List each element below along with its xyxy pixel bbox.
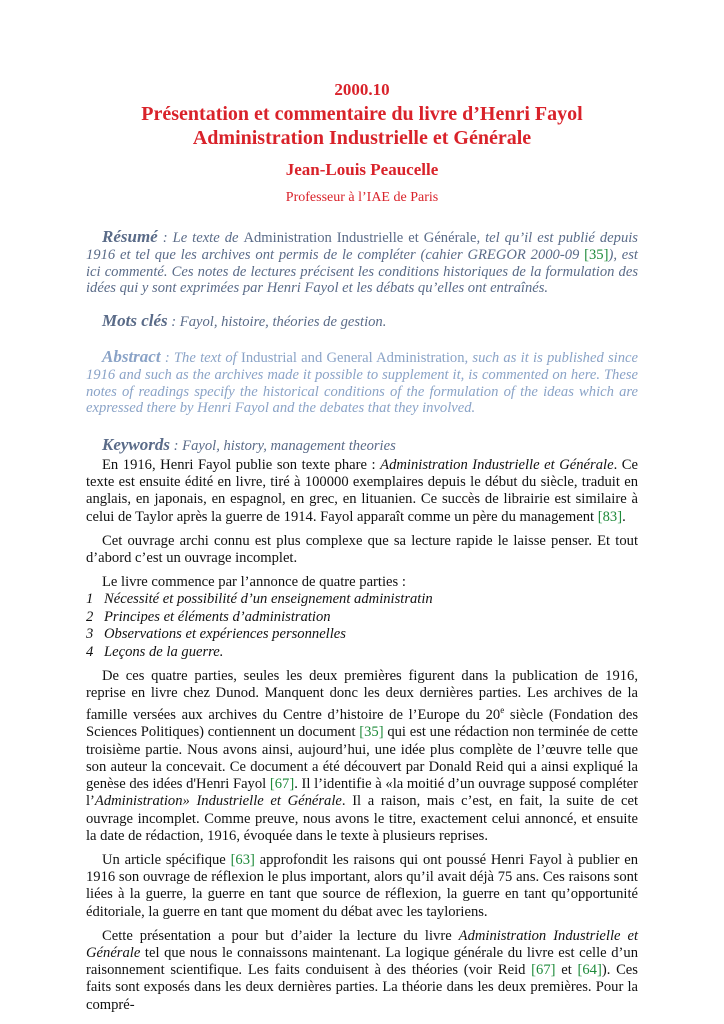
resume-text-3: ), est ici commenté. Ces notes de lectures précisent les conditions historiques de la formulation des idées qui y sont exprimées par Henri Fayol et les débats qu’elles ont entraînés.: [86, 246, 638, 297]
resume-section: [86, 229, 638, 297]
book-title: Administration Industrielle et Générale: [86, 927, 638, 961]
mots-cles-section: [86, 313, 638, 331]
citation-link[interactable]: [35]: [359, 724, 384, 741]
paragraph: [86, 928, 638, 1014]
superscript: e: [500, 705, 505, 716]
affiliation: Professeur à l’IAE de Paris: [285, 190, 439, 205]
paragraph: Cet ouvrage archi connu est plus complexe que sa lecture rapide le laisse penser. Et tout d’abord c’est un ouvrage incomplet.: [86, 532, 638, 566]
list-item: [86, 591, 638, 608]
list-number: 4: [86, 643, 94, 660]
list-text: Leçons de la guerre.: [104, 643, 224, 660]
abstract-book-title: Industrial and General Administration: [241, 349, 465, 366]
paragraph: Le livre commence par l’annonce de quatre parties :: [102, 574, 406, 591]
list-number: 3: [86, 626, 94, 643]
text-run: Cette présentation a pour but d’aider la lecture du livre: [102, 927, 459, 944]
abstract-section: [86, 346, 638, 417]
text-run: tel que nous le connaissons maintenant. La logique générale du livre est celle d’un raisonnement scientifique. Les faits conduisent à des théories (voir Reid: [86, 944, 638, 979]
list-text: Observations et expériences personnelles: [104, 626, 346, 643]
text-run: ). Ces faits sont exposés dans les deux dernières parties. La théorie dans les deux premières. Pour la compré-: [86, 962, 638, 1013]
list-text: Principes et éléments d’administration: [104, 608, 331, 625]
resume-label: Résumé: [102, 227, 158, 246]
paragraph: [86, 668, 638, 845]
list-item: [86, 644, 638, 661]
citation-link[interactable]: [67]: [531, 962, 556, 979]
text-run: Un article spécifique: [102, 851, 231, 868]
abstract-text-2: , such as it is published since 1916 and such as the archives made it possible to supplement it, is commented on here. These notes of readings specify the historical conditions of the formulation of the ideas which are expressed there by Henri Fayol and the debates that they involved.: [86, 349, 638, 417]
resume-text-1: : Le texte de: [157, 230, 244, 246]
mots-cles-text: : Fayol, histoire, théories de gestion.: [167, 314, 387, 331]
text-run: . Il a raison, mais c’est, en fait, la suite de cet ouvrage incomplet. Comme preuve, nous avons le titre, exactement celui annoncé, et ensuite la date de rédaction, 1916, évoquée dans le texte à plusieurs reprises.: [86, 793, 638, 844]
paragraph: [86, 852, 638, 921]
list-number: 2: [86, 608, 94, 625]
parts-list: [86, 591, 638, 661]
resume-book-title: Administration Industrielle et Générale: [243, 230, 477, 246]
keywords-text: : Fayol, history, management theories: [170, 438, 396, 455]
citation-link[interactable]: [35]: [584, 246, 609, 263]
title-line-1: Présentation et commentaire du livre d’Henri Fayol: [141, 103, 583, 125]
text-run: qui est une rédaction non terminée de cette troisième partie. Nous avons ainsi, aujourd’hui, une idée plus complète de l’œuvre telle que son auteur la concevait. Ce document a été découvert par Donald Reid qui a ainsi expliqué la genèse des idées d'Henri Fayol: [86, 724, 639, 793]
paragraph: [86, 457, 638, 526]
citation-link[interactable]: [67]: [269, 776, 295, 793]
citation-link[interactable]: [64]: [577, 962, 602, 979]
keywords-section: [86, 437, 638, 455]
list-item: [86, 609, 638, 626]
text-run: En 1916, Henri Fayol publie son texte phare :: [102, 456, 381, 473]
text-run: siècle (Fondation des Sciences Politiques) contiennent un document: [86, 707, 638, 741]
abstract-text-1: : The text of: [160, 349, 241, 366]
paper-header: [86, 0, 638, 207]
list-number: 1: [86, 591, 94, 608]
list-item: [86, 626, 638, 643]
text-run: De ces quatre parties, seules les deux premières figurent dans la publication de 1916, reprise en livre chez Dunod. Manquent donc les deux dernières parties. Les archives de la famille versées aux archives du Centre d’histoire de l’Europe du 20: [86, 668, 638, 724]
resume-text-2: , tel qu’il est publié depuis 1916 et tel que les archives ont permis de le compléter (cahier GREGOR 2000-09: [86, 230, 638, 263]
text-run: approfondit les raisons qui ont poussé Henri Fayol à publier en 1916 son ouvrage de réflexion le plus important, alors qu’il avait déjà 75 ans. Ces raisons sont liées à la guerre, la guerre en tant que source de réflexion, la guerre en tant qu’opportunité éditoriale, la guerre en tant que moment du débat avec les tayloriens.: [86, 851, 639, 920]
mots-cles-label: Mots clés: [102, 311, 168, 331]
keywords-label: Keywords: [102, 435, 170, 455]
document-code: 2000.10: [334, 80, 390, 99]
body-text: [86, 457, 638, 1014]
list-text: Nécessité et possibilité d’un enseignement administratin: [104, 591, 433, 608]
author: Jean-Louis Peaucelle: [285, 160, 439, 179]
book-title: Administration Industrielle et Générale: [380, 456, 614, 473]
citation-link[interactable]: [63]: [230, 851, 255, 868]
citation-link[interactable]: [83]: [597, 508, 623, 525]
book-title: Administration» Industrielle et Générale: [94, 793, 342, 810]
text-run: . Il l’identifie à «la moitié d’un ouvrage supposé compléter l’: [86, 776, 638, 810]
text-run: . Ce texte est ensuite édité en livre, tiré à 100000 exemplaires depuis le début du siècle, traduit en anglais, en japonais, en espagnol, en grec, en lituanien. Ce succès de librairie est similaire à celui de Taylor après la guerre de 1914. Fayol apparaît comme un père du management: [86, 456, 638, 525]
title-line-2: Administration Industrielle et Générale: [192, 127, 532, 149]
text-run: .: [622, 508, 626, 525]
text-run: et: [555, 962, 578, 979]
abstract-label: Abstract: [102, 346, 161, 366]
